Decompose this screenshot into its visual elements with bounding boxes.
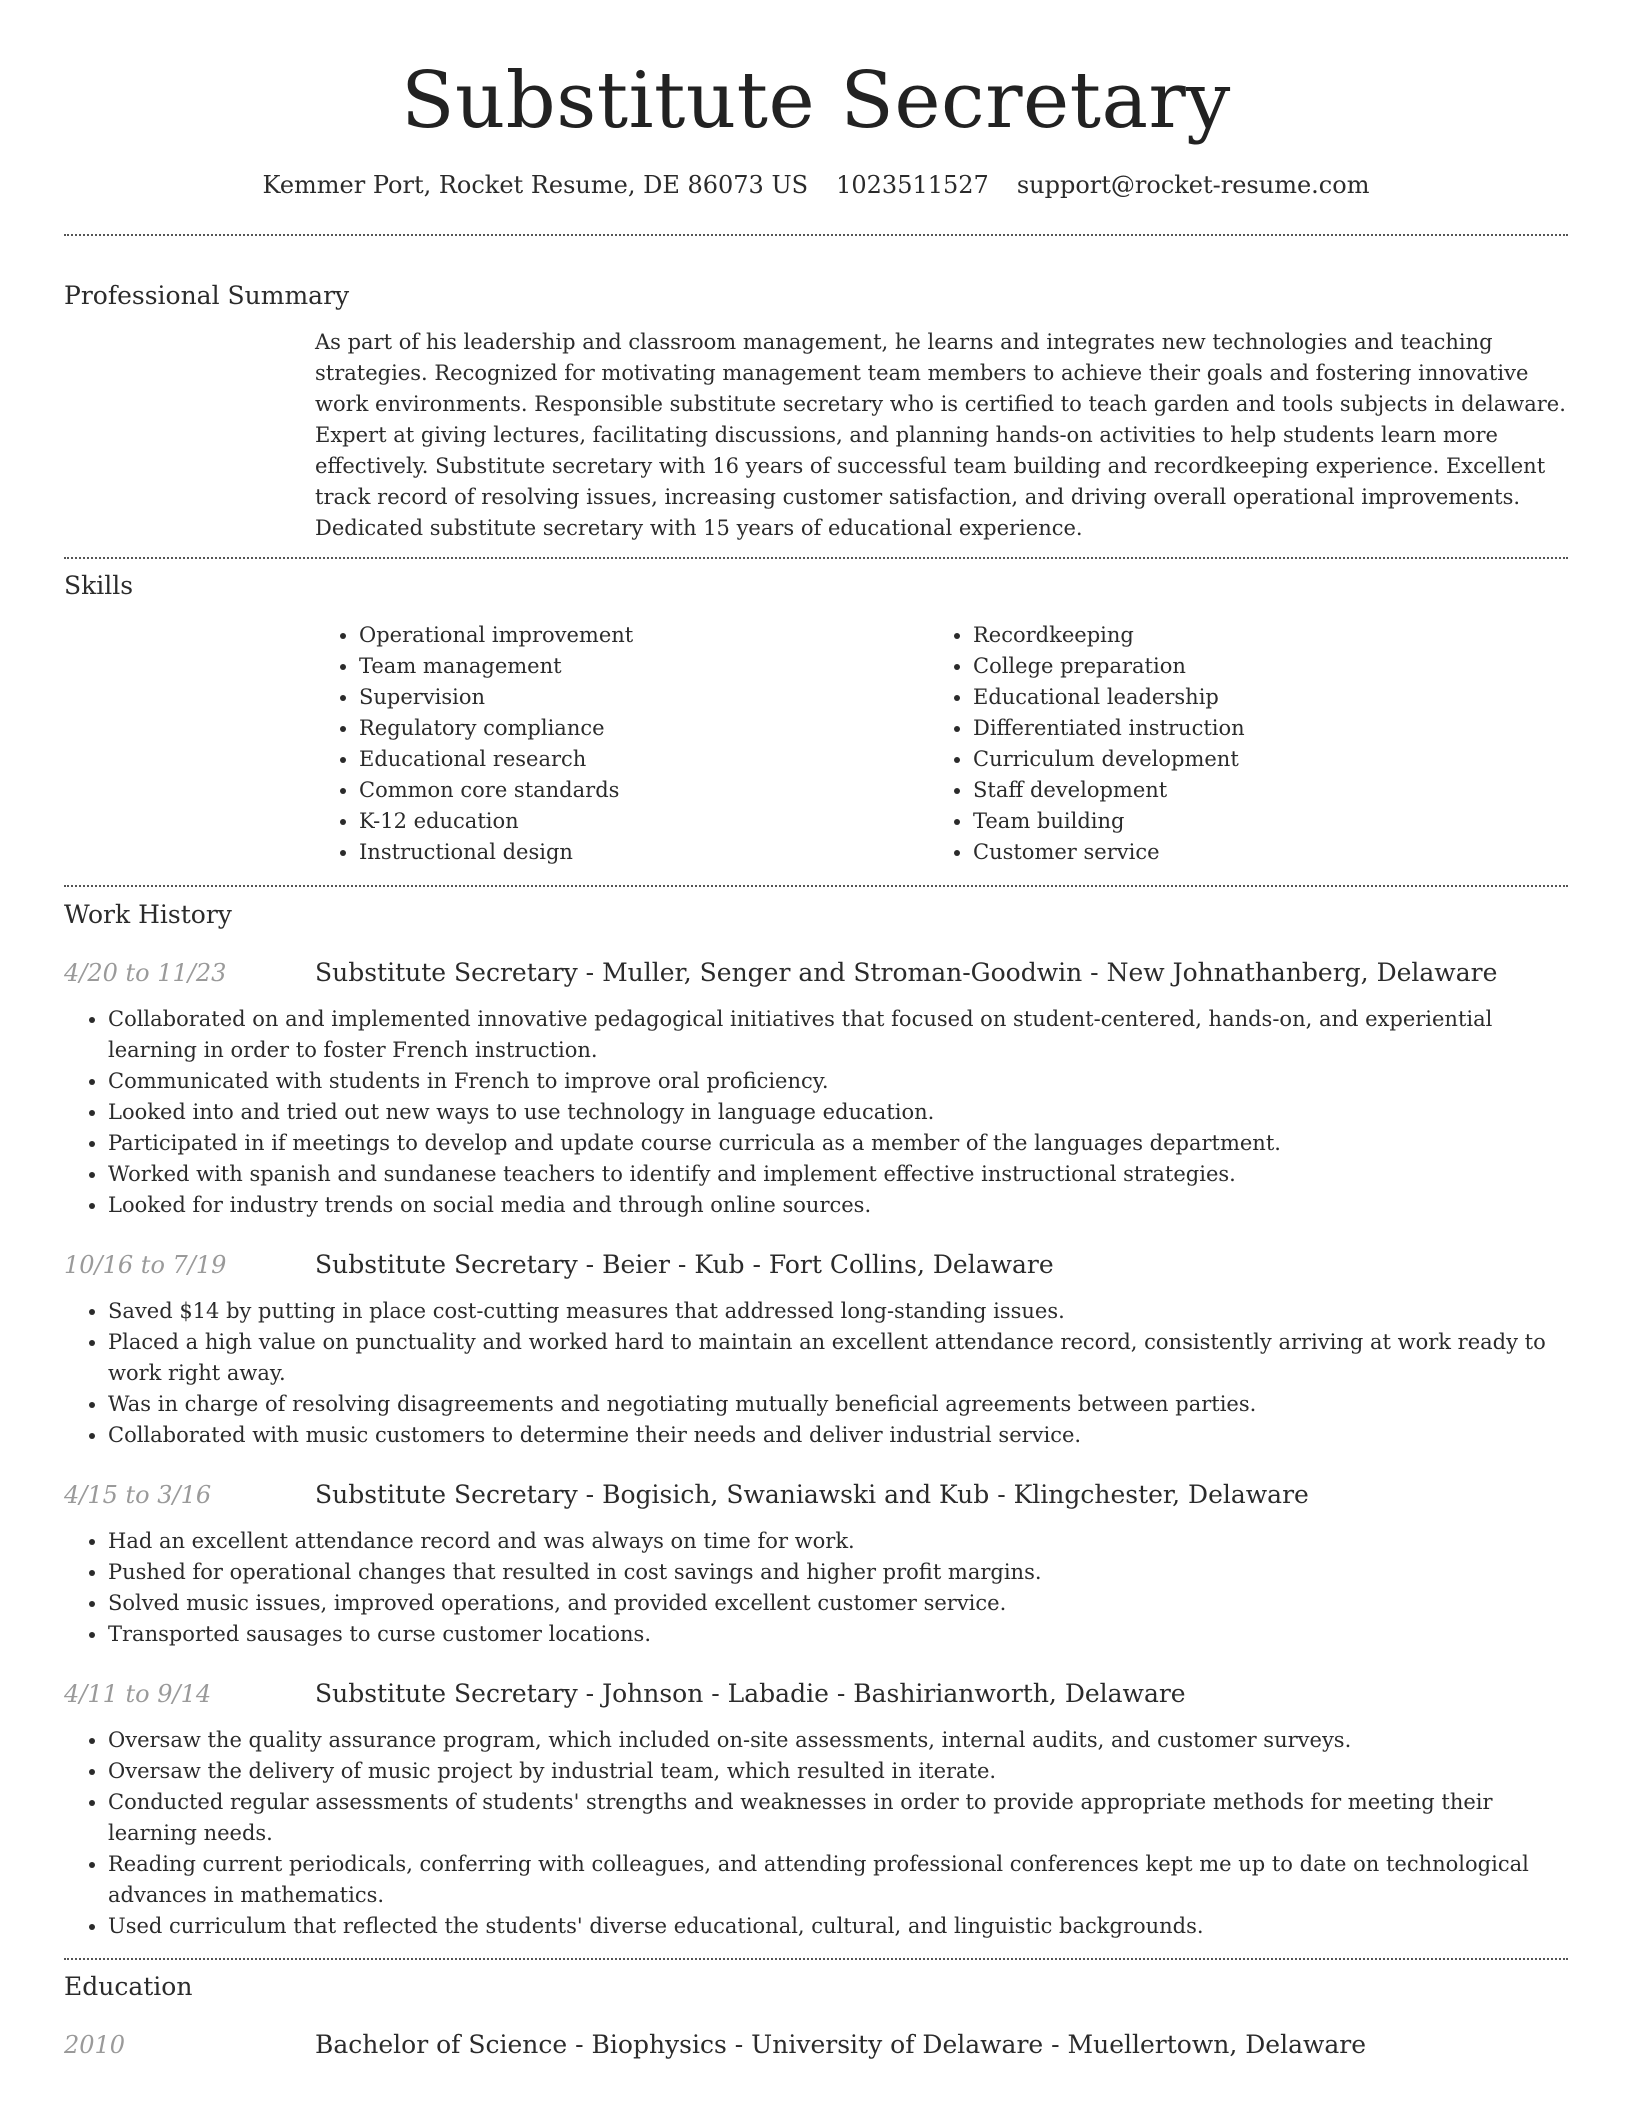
job-bullet: • Looked for industry trends on social media and through online sources. xyxy=(108,1190,1568,1221)
job-bullet: • Collaborated with music customers to determine their needs and deliver industrial service. xyxy=(108,1420,1568,1451)
skill-item: • Educational leadership xyxy=(973,682,1543,713)
job-title: Substitute Secretary - Johnson - Labadie - Bashirianworth, Delaware xyxy=(315,1679,1186,1708)
skill-item: • Curriculum development xyxy=(973,744,1543,775)
contact-address: Kemmer Port, Rocket Resume, DE 86073 US xyxy=(262,171,809,199)
skill-item: • Educational research xyxy=(359,744,929,775)
job-bullets xyxy=(64,1526,1568,1650)
job-bullets xyxy=(64,1725,1568,1942)
skills-list-left xyxy=(315,620,929,868)
job-bullet: • Oversaw the quality assurance program, which included on-site assessments, internal audits, and customer surveys. xyxy=(108,1725,1568,1756)
job-bullet: • Worked with spanish and sundanese teachers to identify and implement effective instructional strategies. xyxy=(108,1159,1568,1190)
job-bullet: • Used curriculum that reflected the students' diverse educational, cultural, and linguistic backgrounds. xyxy=(108,1911,1568,1942)
skill-item: • Recordkeeping xyxy=(973,620,1543,651)
job-entry xyxy=(64,1478,1568,1650)
job-bullets xyxy=(64,1004,1568,1221)
job-dates: 10/16 to 7/19 xyxy=(64,1251,227,1279)
resume-name: Substitute Secretary xyxy=(401,56,1231,146)
skill-item: • Common core standards xyxy=(359,775,929,806)
job-bullet: • Solved music issues, improved operations, and provided excellent customer service. xyxy=(108,1588,1568,1619)
job-header xyxy=(64,1677,1568,1711)
education-header xyxy=(64,2028,1568,2062)
job-bullet: • Had an excellent attendance record and was always on time for work. xyxy=(108,1526,1568,1557)
job-header xyxy=(64,1478,1568,1512)
divider xyxy=(64,234,1568,236)
section-title-work: Work History xyxy=(64,900,232,929)
skill-item: • Team management xyxy=(359,651,929,682)
job-dates: 4/11 to 9/14 xyxy=(64,1680,212,1708)
contact-phone: 1023511527 xyxy=(836,171,989,199)
job-bullet: • Communicated with students in French to improve oral proficiency. xyxy=(108,1066,1568,1097)
skills-section xyxy=(64,569,1568,868)
job-header xyxy=(64,1248,1568,1282)
job-entry xyxy=(64,1248,1568,1451)
education-section xyxy=(64,1970,1568,2062)
education-title: Bachelor of Science - Biophysics - University of Delaware - Muellertown, Delaware xyxy=(315,2030,1367,2059)
skill-item: • Customer service xyxy=(973,837,1543,868)
summary-section xyxy=(64,279,1568,544)
skill-item: • Operational improvement xyxy=(359,620,929,651)
job-bullet: • Placed a high value on punctuality and worked hard to maintain an excellent attendance record, consistently arriving at work ready to work right away. xyxy=(108,1327,1568,1389)
job-bullet: • Looked into and tried out new ways to use technology in language education. xyxy=(108,1097,1568,1128)
job-bullet: • Saved $14 by putting in place cost-cutting measures that addressed long-standing issues. xyxy=(108,1296,1568,1327)
divider xyxy=(64,1958,1568,1960)
skill-item: • Regulatory compliance xyxy=(359,713,929,744)
section-title-summary: Professional Summary xyxy=(64,281,350,310)
job-title: Substitute Secretary - Bogisich, Swaniawski and Kub - Klingchester, Delaware xyxy=(315,1480,1309,1509)
job-dates: 4/15 to 3/16 xyxy=(64,1481,212,1509)
skill-item: • College preparation xyxy=(973,651,1543,682)
skill-item: • Instructional design xyxy=(359,837,929,868)
job-bullet: • Reading current periodicals, conferring with colleagues, and attending professional conferences kept me up to date on technological advances in mathematics. xyxy=(108,1849,1568,1911)
skills-list-right xyxy=(929,620,1543,868)
education-entry xyxy=(64,2028,1568,2062)
job-header xyxy=(64,956,1568,990)
skill-item: • Staff development xyxy=(973,775,1543,806)
skill-item: • Differentiated instruction xyxy=(973,713,1543,744)
job-entry xyxy=(64,1677,1568,1942)
section-title-skills: Skills xyxy=(64,571,134,600)
job-title: Substitute Secretary - Beier - Kub - Fort Collins, Delaware xyxy=(315,1250,1054,1279)
summary-text: As part of his leadership and classroom management, he learns and integrates new technologies and teaching strategies. Recognized for motivating management team members to achieve their goals and fostering innovative work environments. Responsible substitute secretary who is certified to teach garden and tools subjects in delaware. Expert at giving lectures, facilitating discussions, and planning hands-on activities to help students learn more effectively. Substitute secretary with 16 years of successful team building and recordkeeping experience. Excellent track record of resolving issues, increasing customer satisfaction, and driving overall operational improvements. Dedicated substitute secretary with 15 years of educational experience. xyxy=(315,330,1566,540)
skill-item: • Team building xyxy=(973,806,1543,837)
job-bullet: • Pushed for operational changes that resulted in cost savings and higher profit margins. xyxy=(108,1557,1568,1588)
skills-columns xyxy=(315,620,1568,868)
skill-item: • K-12 education xyxy=(359,806,929,837)
contact-email[interactable]: support@rocket-resume.com xyxy=(1016,171,1370,199)
job-dates: 4/20 to 11/23 xyxy=(64,959,227,987)
section-title-education: Education xyxy=(64,1972,193,2001)
job-bullet: • Conducted regular assessments of students' strengths and weaknesses in order to provide appropriate methods for meeting their learning needs. xyxy=(108,1787,1568,1849)
skill-item: • Supervision xyxy=(359,682,929,713)
job-bullet: • Collaborated on and implemented innovative pedagogical initiatives that focused on student-centered, hands-on, and experiential learning in order to foster French instruction. xyxy=(108,1004,1568,1066)
education-dates: 2010 xyxy=(64,2031,126,2059)
contact-line xyxy=(64,168,1568,202)
divider xyxy=(64,885,1568,887)
divider xyxy=(64,557,1568,559)
work-section xyxy=(64,898,1568,1942)
job-bullet: • Participated in if meetings to develop and update course curricula as a member of the languages department. xyxy=(108,1128,1568,1159)
job-bullet: • Transported sausages to curse customer locations. xyxy=(108,1619,1568,1650)
job-title: Substitute Secretary - Muller, Senger and Stroman-Goodwin - New Johnathanberg, Delaware xyxy=(315,958,1498,987)
summary-body xyxy=(315,327,1568,544)
job-entry xyxy=(64,956,1568,1221)
job-bullets xyxy=(64,1296,1568,1451)
job-bullet: • Oversaw the delivery of music project by industrial team, which resulted in iterate. xyxy=(108,1756,1568,1787)
job-bullet: • Was in charge of resolving disagreements and negotiating mutually beneficial agreements between parties. xyxy=(108,1389,1568,1420)
